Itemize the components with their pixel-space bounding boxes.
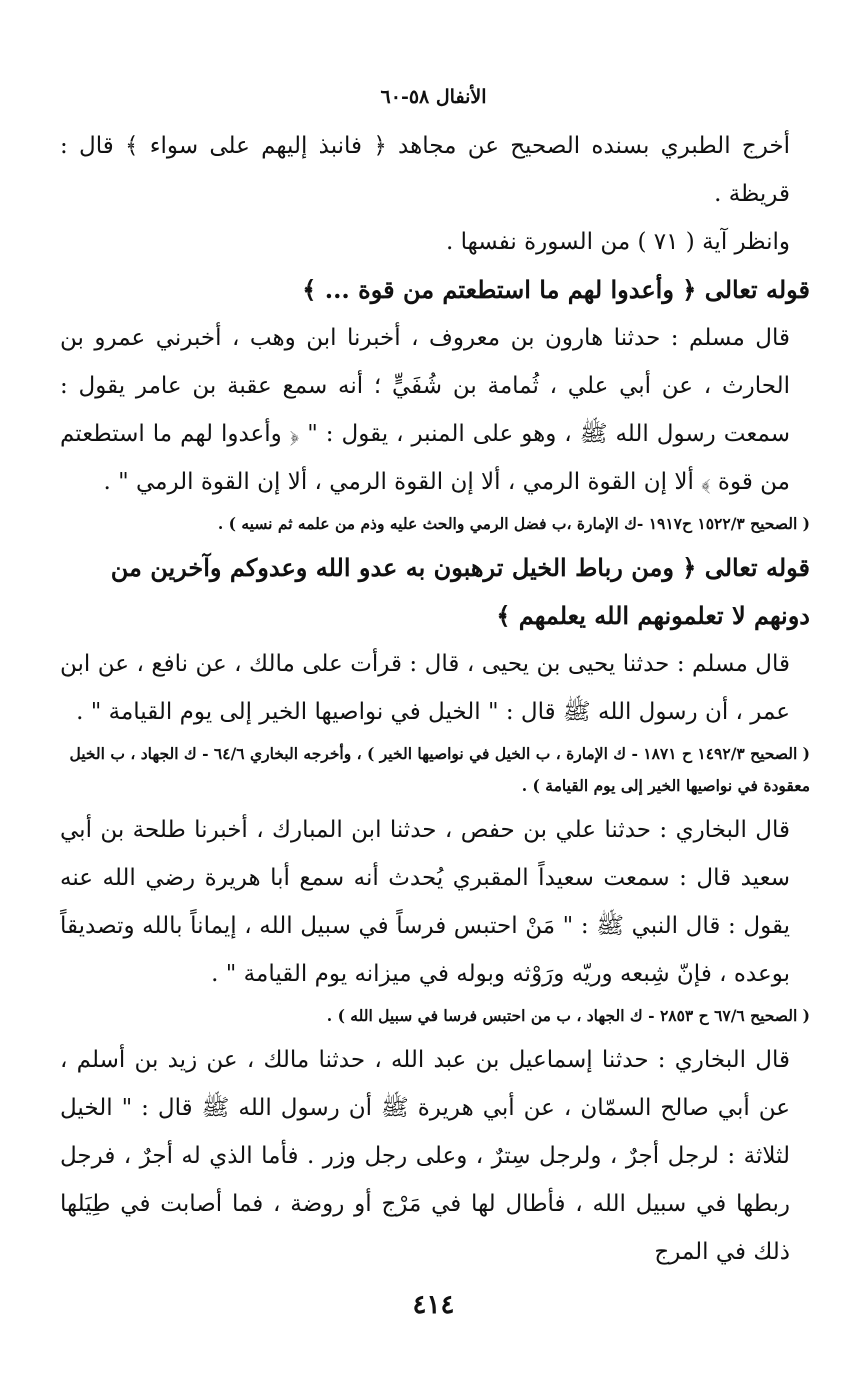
para-see-verse: وانظر آية ( ٧١ ) من السورة نفسها . (445, 229, 790, 255)
ref-muslim-2: ( الصحيح ١٤٩٢/٣ ح ١٨٧١ - ك الإمارة ، ب الخيل في نواصيها الخير ) ، وأخرجه البخاري ٦٤/٦ - ك الجهاد ، ب الخيل معقودة في نواصيها الخير إلى يوم القيامة ) . (69, 744, 810, 795)
running-header: الأنفال ٥٨-٦٠ (380, 86, 487, 108)
page-number: ٤١٤ (412, 1290, 455, 1320)
heading-verse-60b: قوله تعالى ﴿ ومن رباط الخيل ترهبون به عدو الله وعدوكم وآخرين من دونهم لا تعلمونهم الله يعلمهم ﴾ (110, 553, 810, 630)
para-bukhari-1: قال البخاري : حدثنا علي بن حفص ، حدثنا ابن المبارك ، أخبرنا طلحة بن أبي سعيد قال : سمعت سعيداً المقبري يُحدث أنه سمع أبا هريرة رضي الله عنه يقول : قال النبي ﷺ : " مَنْ احتبس فرساً في سبيل الله ، إيماناً بالله وتصديقاً بوعده ، فإنّ شِبعه وريّه ورَوْثه وبوله في ميزانه يوم القيامة " . (60, 817, 790, 987)
para-bukhari-2: قال البخاري : حدثنا إسماعيل بن عبد الله ، حدثنا مالك ، عن زيد بن أسلم ، عن أبي صالح السمّان ، عن أبي هريرة ﷺ أن رسول الله ﷺ قال : " الخيل لثلاثة : لرجل أجرٌ ، ولرجل سِترٌ ، وعلى رجل وزر . فأما الذي له أجرٌ ، فرجل ربطها في سبيل الله ، فأطال لها في مَرْج أو روضة ، فما أصابت في طِيَلها ذلك في المرج (60, 1047, 790, 1265)
text-body (60, 122, 810, 1276)
para-tabari-1: أخرج الطبري بسنده الصحيح عن مجاهد ﴿ فانبذ إليهم على سواء ﴾ قال : قريظة . (60, 133, 790, 207)
heading-verse-60a: قوله تعالى ﴿ وأعدوا لهم ما استطعتم من قوة ... ﴾ (302, 275, 810, 304)
ref-bukhari-1: ( الصحيح ٦٧/٦ ح ٢٨٥٣ - ك الجهاد ، ب من احتبس فرسا في سبيل الله ) . (326, 1006, 810, 1025)
ref-muslim-1: ( الصحيح ١٥٢٢/٣ ح١٩١٧ -ك الإمارة ،ب فضل الرمي والحث عليه وذم من علمه ثم نسيه ) . (217, 514, 810, 533)
para-muslim-1: قال مسلم : حدثنا هارون بن معروف ، أخبرنا ابن وهب ، أخبرني عمرو بن الحارث ، عن أبي علي ، ثُمامة بن شُفَيٍّ ؛ أنه سمع عقبة بن عامر يقول : سمعت رسول الله ﷺ ، وهو على المنبر ، يقول : " ﴿ وأعدوا لهم ما استطعتم من قوة ﴾ ألا إن القوة الرمي ، ألا إن القوة الرمي ، ألا إن القوة الرمي " . (60, 325, 790, 495)
para-muslim-2: قال مسلم : حدثنا يحيى بن يحيى ، قال : قرأت على مالك ، عن نافع ، عن ابن عمر ، أن رسول الله ﷺ قال : " الخيل في نواصيها الخير إلى يوم القيامة " . (60, 651, 790, 725)
